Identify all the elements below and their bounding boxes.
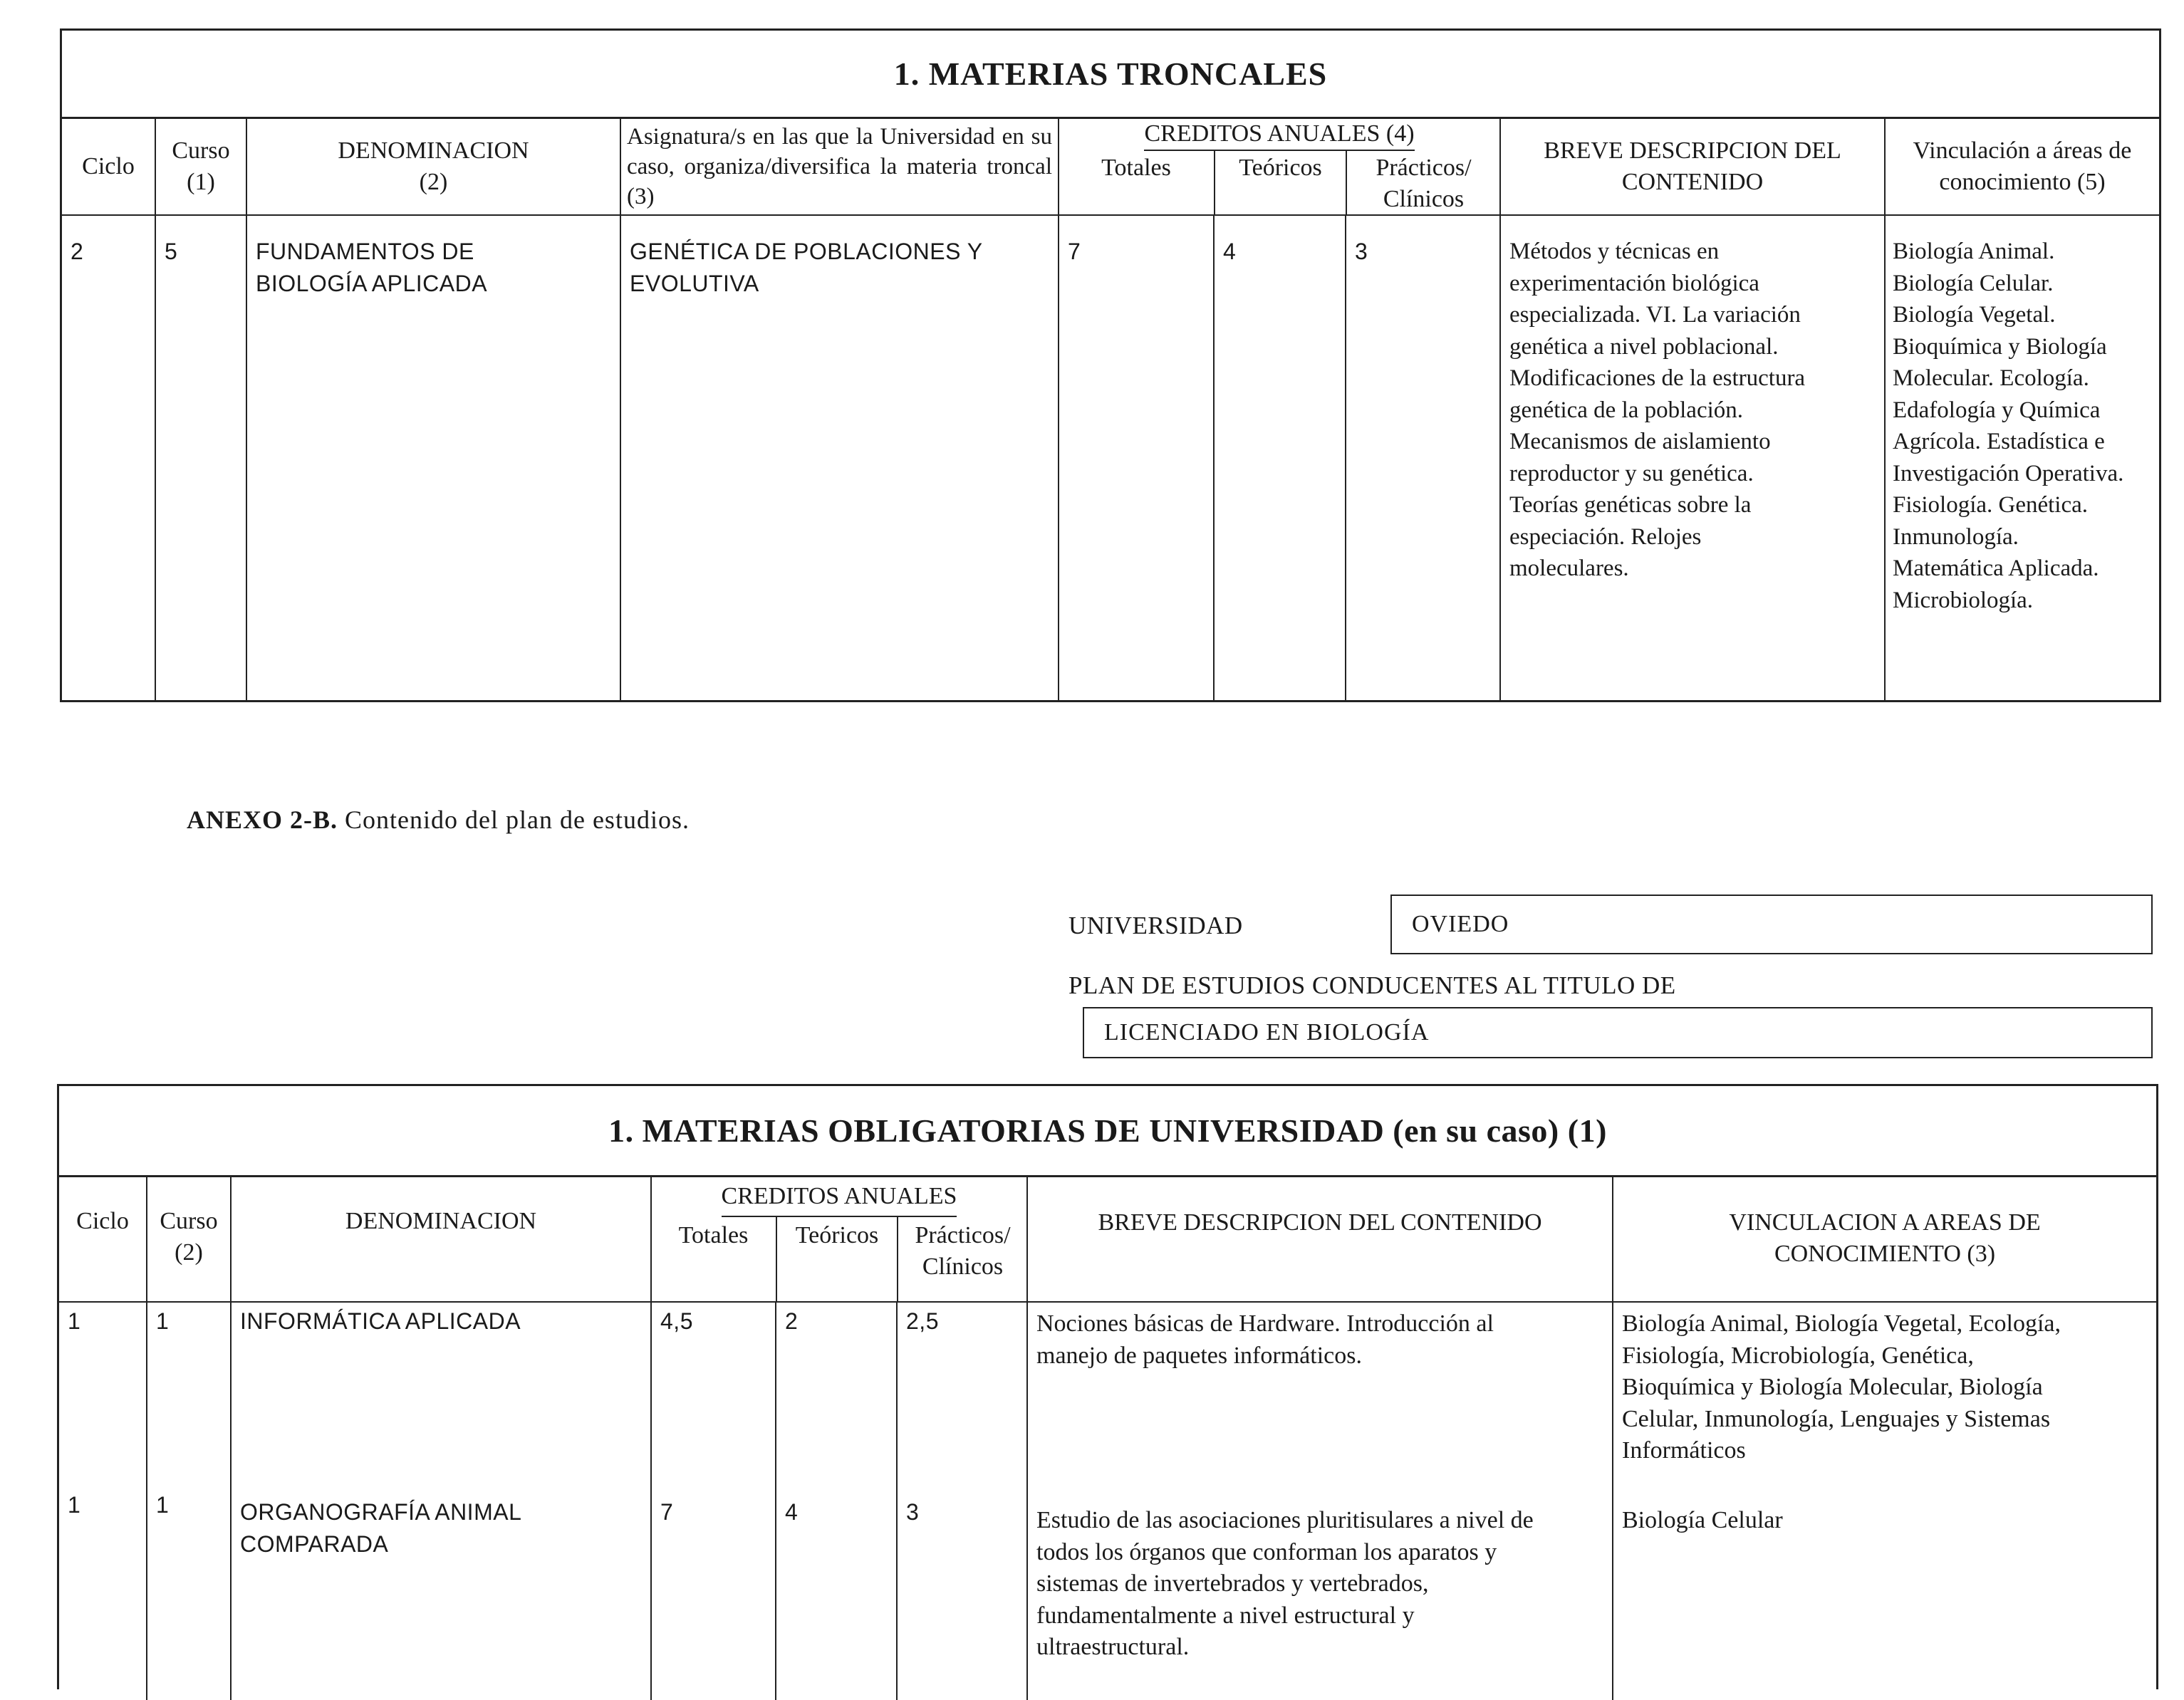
cell-vinculacion: Biología Celular	[1612, 1486, 2156, 1700]
table-row	[59, 1486, 2156, 1700]
cell-descripcion: Estudio de las asociaciones pluritisulares a nivel de todos los órganos que conforman los aparatos y sistemas de invertebrados y vertebrados, fundamentalmente a nivel estructural y ultraestructural.	[1026, 1486, 1612, 1700]
header-curso: Curso (1)	[155, 119, 246, 214]
cell-asignatura: GENÉTICA DE POBLACIONES Y EVOLUTIVA	[620, 216, 1058, 700]
header-vinculacion: VINCULACION A AREAS DE CONOCIMIENTO (3)	[1612, 1177, 2156, 1301]
cell-denominacion: FUNDAMENTOS DE BIOLOGÍA APLICADA	[246, 216, 620, 700]
header-curso: Curso (2)	[146, 1177, 230, 1301]
header-descripcion: BREVE DESCRIPCION DEL CONTENIDO	[1499, 119, 1884, 214]
cell-totales: 7	[650, 1486, 775, 1700]
anexo-caption	[187, 805, 690, 835]
cell-vinculacion: Biología Animal. Biología Celular. Biología Vegetal. Bioquímica y Biología Molecular. Ecología. Edafología y Química Agrícola. Estadística e Investigación Operativa. Fisiología. Genética. Inmunología. Matemática Aplicada. Microbiología.	[1884, 216, 2159, 700]
plan-label: PLAN DE ESTUDIOS CONDUCENTES AL TITULO DE	[1068, 971, 1676, 999]
universidad-value-box: OVIEDO	[1390, 895, 2153, 954]
obligatorias-table	[57, 1084, 2158, 1689]
cell-descripcion: Métodos y técnicas en experimentación biológica especializada. VI. La variación genética a nivel poblacional. Modificaciones de la estructura genética de la población. Mecanismos de aislamiento reproductor y su genética. Teorías genéticas sobre la especiación. Relojes moleculares.	[1499, 216, 1884, 700]
header-teoricos: Teóricos	[776, 1217, 897, 1301]
troncales-header-row	[62, 119, 2159, 216]
header-ciclo: Ciclo	[82, 153, 135, 179]
header-vinculacion: Vinculación a áreas de conocimiento (5)	[1884, 119, 2159, 214]
cell-curso: 5	[155, 216, 246, 700]
cell-descripcion: Nociones básicas de Hardware. Introducción al manejo de paquetes informáticos.	[1026, 1303, 1612, 1486]
header-creditos: CREDITOS ANUALES (4)	[1144, 119, 1414, 151]
cell-vinculacion: Biología Animal, Biología Vegetal, Ecología, Fisiología, Microbiología, Genética, Bioquímica y Biología Molecular, Biología Celular, Inmunología, Lenguajes y Sistemas Informáticos	[1612, 1303, 2156, 1486]
cell-ciclo: 2	[71, 239, 84, 264]
header-ciclo: Ciclo	[76, 1208, 129, 1234]
cell-teoricos: 4	[775, 1486, 896, 1700]
header-asignaturas: Asignatura/s en las que la Universidad en su caso, organiza/diversifica la materia troncal (3)	[620, 119, 1058, 214]
obligatorias-title: 1. MATERIAS OBLIGATORIAS DE UNIVERSIDAD (en su caso) (1)	[59, 1086, 2156, 1177]
cell-denominacion: ORGANOGRAFÍA ANIMAL COMPARADA	[230, 1486, 650, 1700]
cell-teoricos: 4	[1213, 216, 1345, 700]
troncales-title: 1. MATERIAS TRONCALES	[62, 31, 2159, 119]
cell-practicos: 3	[1345, 216, 1499, 700]
cell-ciclo: 1	[68, 1308, 81, 1334]
cell-practicos: 3	[896, 1486, 1026, 1700]
cell-teoricos: 2	[775, 1303, 896, 1486]
troncales-table	[60, 28, 2161, 702]
header-denominacion: DENOMINACION (2)	[246, 119, 620, 214]
obligatorias-header-row	[59, 1177, 2156, 1303]
cell-curso: 1	[146, 1486, 230, 1700]
header-denominacion: DENOMINACION	[230, 1177, 650, 1301]
cell-totales: 7	[1058, 216, 1213, 700]
anexo-label: ANEXO 2-B.	[187, 805, 338, 834]
cell-denominacion: INFORMÁTICA APLICADA	[230, 1303, 650, 1486]
header-descripcion: BREVE DESCRIPCION DEL CONTENIDO	[1026, 1177, 1612, 1301]
table-row	[59, 1303, 2156, 1486]
header-practicos: Prácticos/ Clínicos	[1346, 151, 1499, 214]
header-creditos-group	[650, 1177, 1026, 1301]
anexo-text: Contenido del plan de estudios.	[338, 805, 690, 834]
header-creditos-group	[1058, 119, 1499, 214]
cell-totales: 4,5	[650, 1303, 775, 1486]
header-creditos: CREDITOS ANUALES	[722, 1177, 957, 1217]
header-teoricos: Teóricos	[1214, 151, 1346, 214]
cell-ciclo: 1	[68, 1492, 81, 1518]
universidad-label: UNIVERSIDAD	[1068, 912, 1243, 939]
plan-value-box: LICENCIADO EN BIOLOGÍA	[1083, 1007, 2153, 1058]
table-row	[62, 216, 2159, 700]
cell-curso: 1	[146, 1303, 230, 1486]
header-totales: Totales	[1101, 155, 1171, 181]
header-totales: Totales	[678, 1222, 749, 1248]
cell-practicos: 2,5	[896, 1303, 1026, 1486]
header-practicos: Prácticos/ Clínicos	[897, 1217, 1026, 1301]
